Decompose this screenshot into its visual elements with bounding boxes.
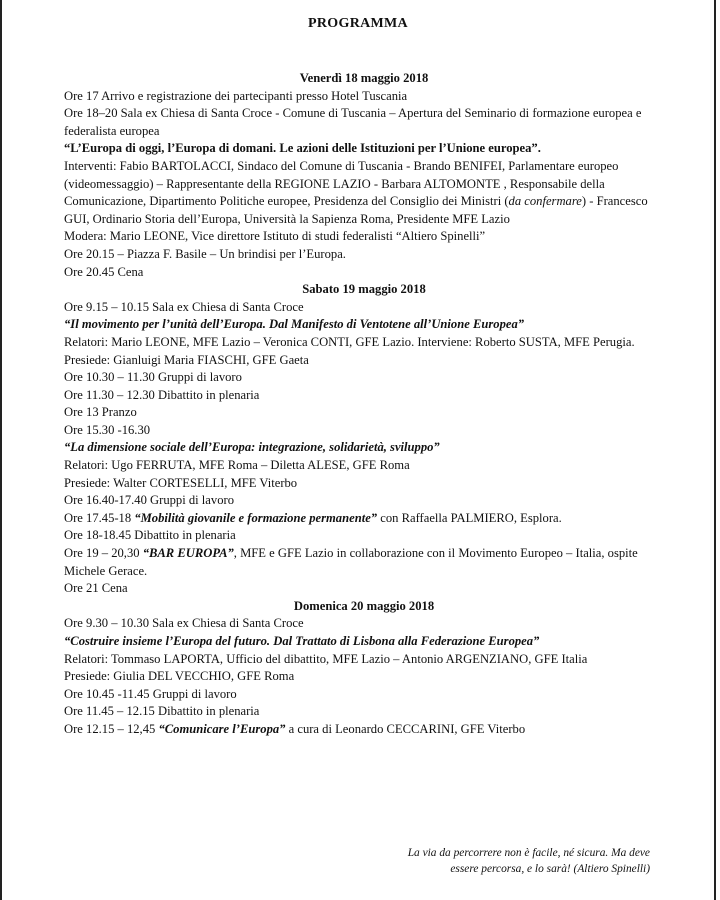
speakers-text: Interventi: Fabio BARTOLACCI, Sindaco del Comune di Tuscania - Brando BENIFEI, Parlamentare europeo (videomessaggio) – Rappresentante della REGIONE LAZIO - Barbara ALTOMONTE , Responsabile della Comunicazione, Dipartimento Politiche europee, Presidenza del Consiglio dei Ministri (: [64, 158, 619, 209]
day-heading-friday: Venerdì 18 maggio 2018: [299, 71, 429, 85]
speakers-text: ) - Francesco GUI, Ordinario Storia dell’Europa, Università la Sapienza Roma, Presidente MFE Lazio: [64, 194, 648, 226]
tbc-note: da confermare: [508, 194, 582, 209]
day-heading-sunday: Domenica 20 maggio 2018: [293, 598, 435, 613]
session-title: “L’Europa di oggi, l’Europa di domani. Le azioni delle Istituzioni per l’Unione europea”.: [64, 141, 541, 156]
speakers-text: a cura di Leonardo CECCARINI, GFE Viterbo: [285, 721, 526, 736]
time-text: Ore 12.15 – 12,45: [64, 721, 159, 736]
session-title: “La dimensione sociale dell’Europa: integrazione, solidarietà, sviluppo”: [64, 440, 440, 455]
session-title: “Il movimento per l’unità dell’Europa. Dal Manifesto di Ventotene all’Unione Europea”: [64, 317, 525, 332]
program-line: [64, 545, 664, 580]
program-line: Ore 15.30 -16.30: [64, 422, 151, 437]
program-line: Ore 9.30 – 10.30 Sala ex Chiesa di Santa Croce: [64, 616, 304, 631]
session-title: “Comunicare l’Europa”: [158, 721, 286, 736]
program-line: Ore 16.40-17.40 Gruppi di lavoro: [64, 493, 234, 508]
program-line: Ore 11.45 – 12.15 Dibattito in plenaria: [64, 704, 260, 719]
program-line: Ore 20.15 – Piazza F. Basile – Un brindisi per l’Europa.: [64, 246, 346, 261]
quote-line: La via da percorrere non è facile, né sicura. Ma deve: [407, 847, 650, 859]
chair-line: Presiede: Giulia DEL VECCHIO, GFE Roma: [64, 669, 295, 684]
program-line: [64, 721, 664, 739]
moderator-line: Modera: Mario LEONE, Vice direttore Istituto di studi federalisti “Altiero Spinelli”: [64, 229, 486, 244]
speakers-line: Relatori: Ugo FERRUTA, MFE Roma – Diletta ALESE, GFE Roma: [64, 458, 410, 473]
program-line: Ore 11.30 – 12.30 Dibattito in plenaria: [64, 387, 260, 402]
chair-line: Presiede: Walter CORTESELLI, MFE Viterbo: [64, 475, 298, 490]
program-line: Ore 10.30 – 11.30 Gruppi di lavoro: [64, 370, 242, 385]
program-line: Ore 20.45 Cena: [64, 264, 144, 279]
session-title: “Costruire insieme l’Europa del futuro. Dal Trattato di Lisbona alla Federazione Europea”: [64, 634, 540, 648]
chair-line: Presiede: Gianluigi Maria FIASCHI, GFE Gaeta: [64, 352, 309, 367]
speakers-text: , MFE e GFE Lazio in collaborazione con il Movimento Europeo – Italia, ospite Michele Gerace.: [64, 546, 638, 578]
speakers-line: Relatori: Mario LEONE, MFE Lazio – Veronica CONTI, GFE Lazio. Interviene: Roberto SUSTA, MFE Perugia.: [64, 334, 635, 349]
program-line: Ore 18-18.45 Dibattito in plenaria: [64, 528, 236, 543]
program-line: Ore 10.45 -11.45 Gruppi di lavoro: [64, 686, 237, 701]
session-title: “BAR EUROPA”: [142, 546, 234, 561]
day-heading-saturday: Sabato 19 maggio 2018: [302, 282, 426, 297]
closing-quote: [360, 845, 650, 877]
time-text: Ore 19 – 20,30: [64, 546, 143, 561]
program-line: Ore 17 Arrivo e registrazione dei partecipanti presso Hotel Tuscania: [64, 88, 408, 103]
program-line: Ore 13 Pranzo: [64, 405, 137, 420]
speakers-text: con Raffaella PALMIERO, Esplora.: [377, 510, 562, 525]
program-line: Ore 18–20 Sala ex Chiesa di Santa Croce - Comune di Tuscania – Apertura del Seminario di formazione europea e federalista europea: [64, 106, 642, 138]
time-text: Ore 17.45-18: [64, 510, 135, 525]
page-title: PROGRAMMA: [308, 16, 408, 31]
quote-line: essere percorsa, e lo sarà! (Altiero Spinelli): [450, 863, 650, 875]
program-line: Ore 9.15 – 10.15 Sala ex Chiesa di Santa Croce: [64, 299, 304, 314]
program-line: [64, 510, 664, 528]
speakers-line: Relatori: Tommaso LAPORTA, Ufficio del dibattito, MFE Lazio – Antonio ARGENZIANO, GFE Italia: [64, 651, 588, 666]
program-line: Ore 21 Cena: [64, 581, 128, 596]
program-content: [64, 70, 664, 739]
session-title: “Mobilità giovanile e formazione permanente”: [134, 510, 378, 525]
speakers-line: [64, 158, 664, 228]
